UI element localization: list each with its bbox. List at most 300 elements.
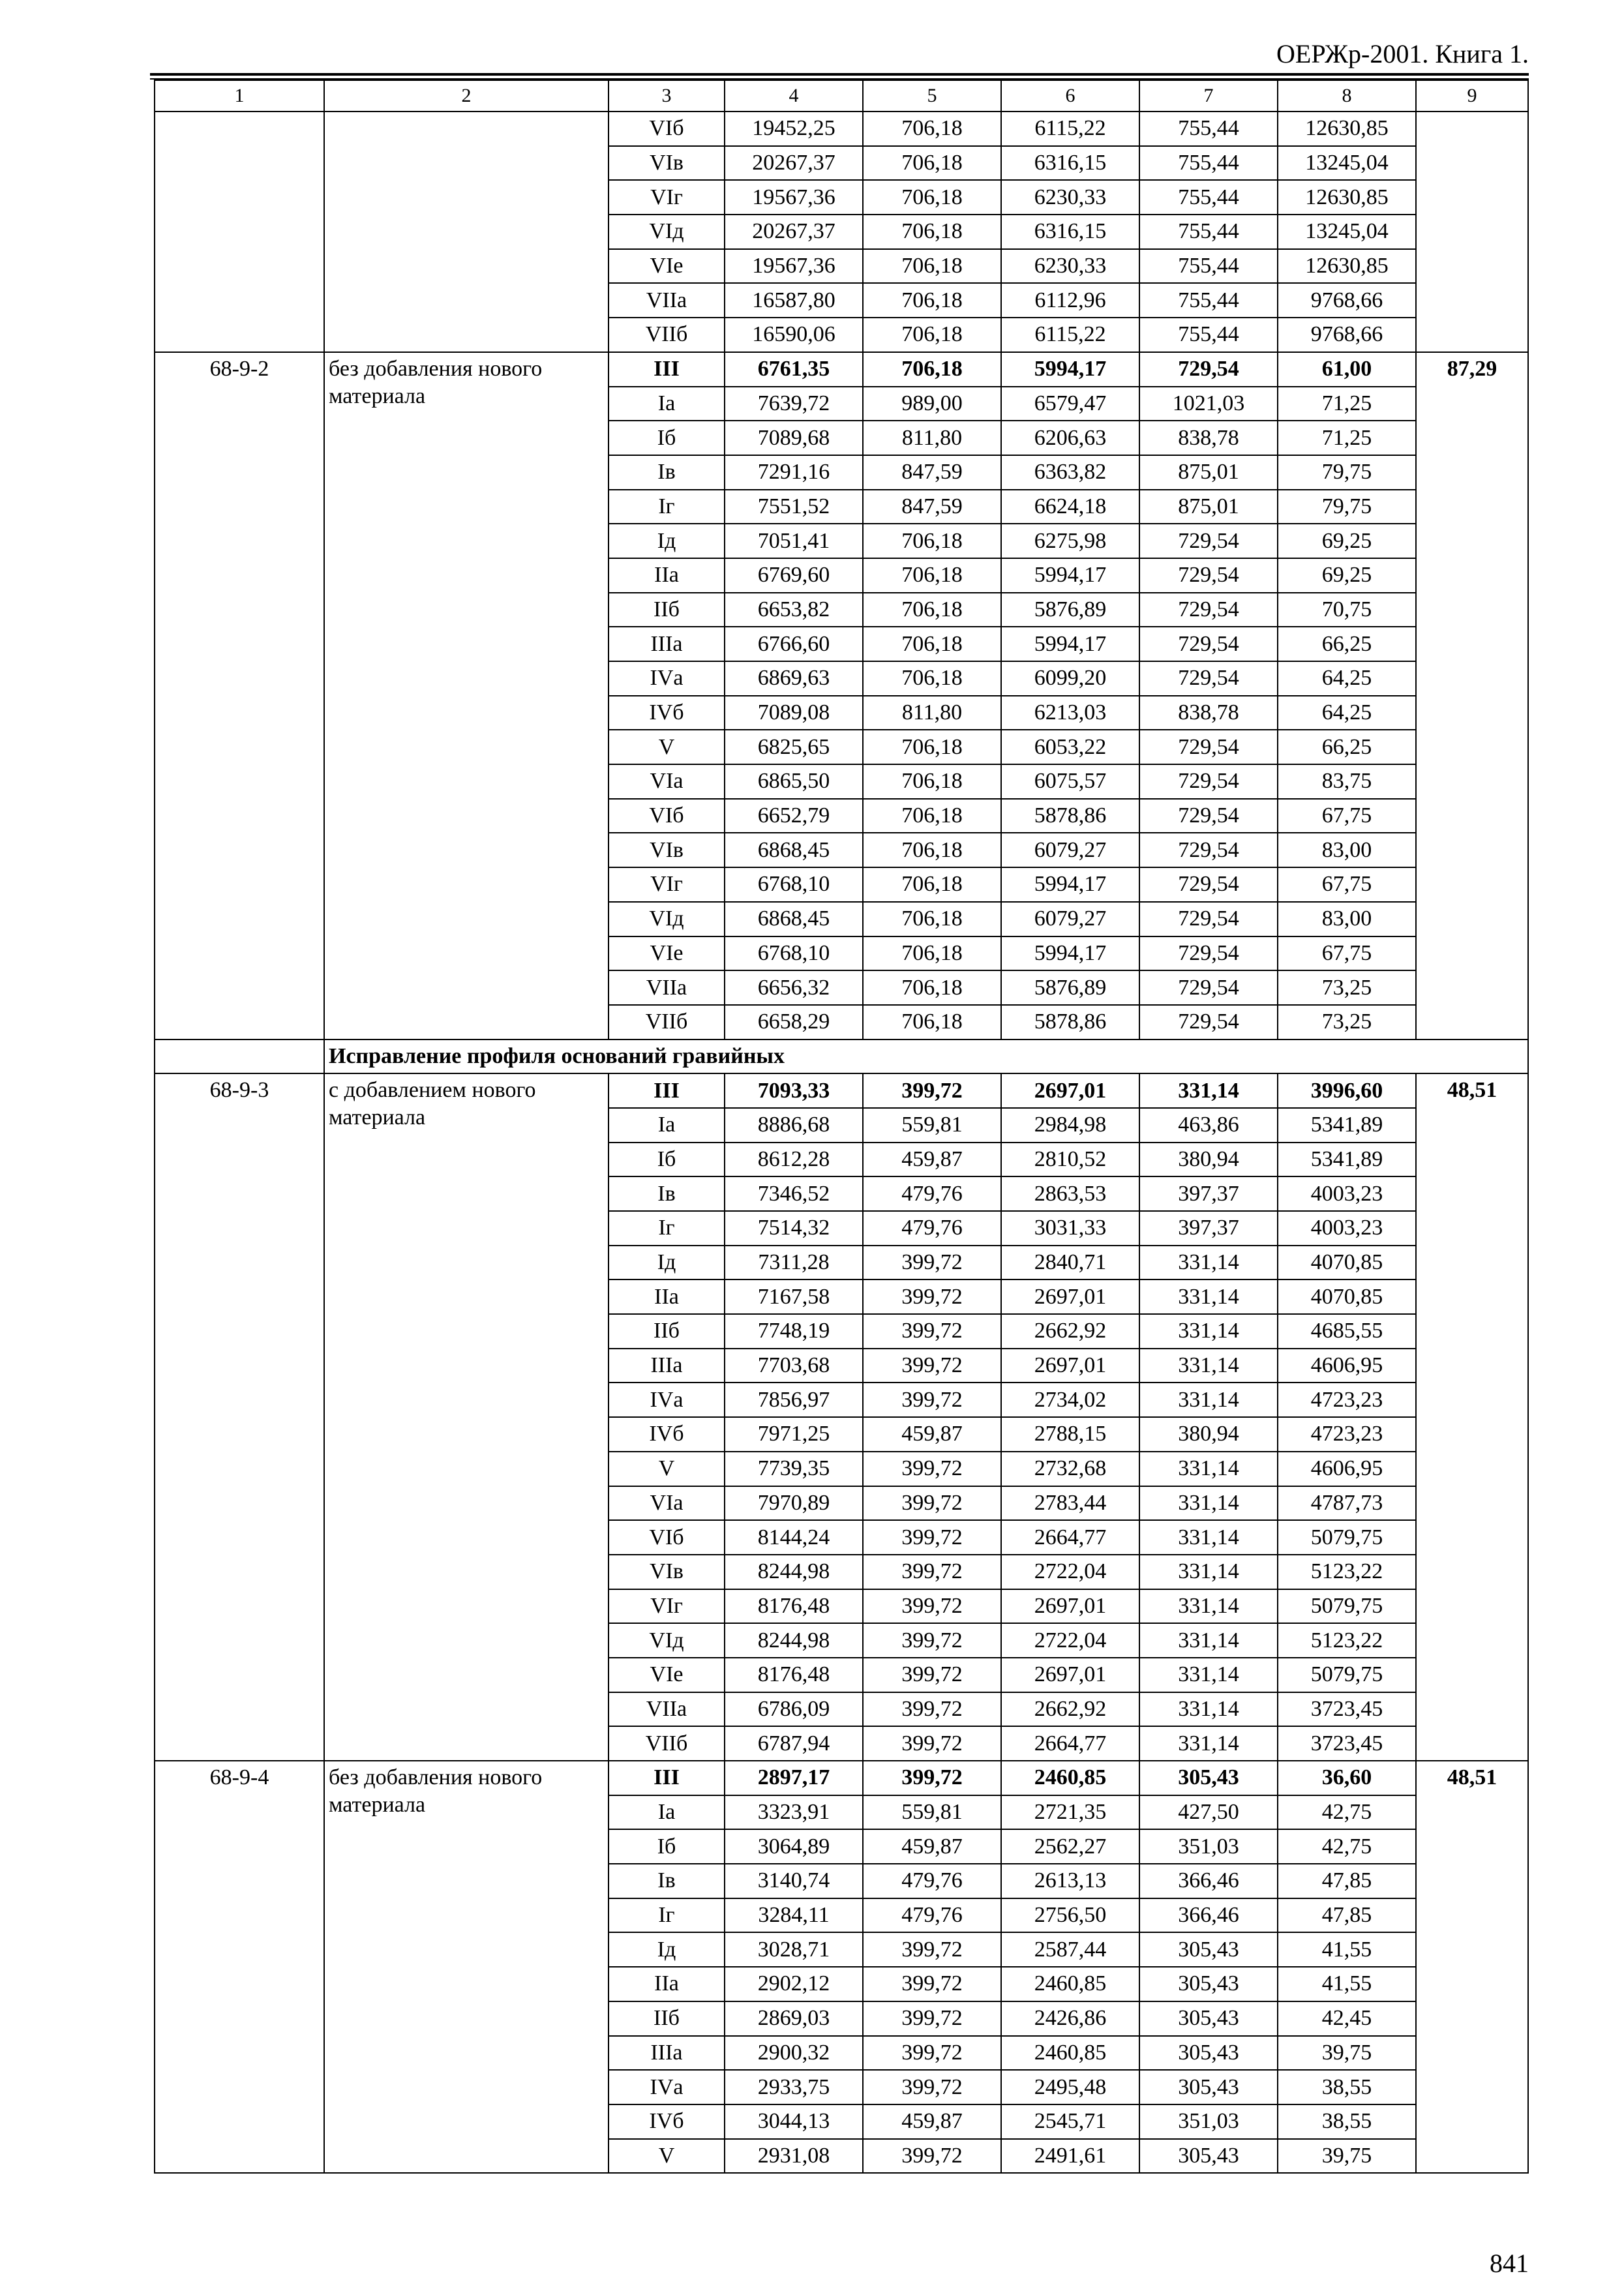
value-col7: 331,14 <box>1139 1314 1278 1349</box>
value-col7: 305,43 <box>1139 2001 1278 2036</box>
work-description <box>324 112 609 352</box>
value-col5: 479,76 <box>863 1864 1001 1898</box>
value-col6: 2460,85 <box>1001 1761 1139 1795</box>
value-col6: 2545,71 <box>1001 2104 1139 2139</box>
value-col7: 397,37 <box>1139 1176 1278 1211</box>
ground-category: Iб <box>609 1829 725 1864</box>
value-col8: 70,75 <box>1278 593 1416 627</box>
column-number: 5 <box>863 80 1001 112</box>
value-col8: 9768,66 <box>1278 283 1416 318</box>
value-col7: 331,14 <box>1139 1589 1278 1624</box>
value-col6: 6099,20 <box>1001 661 1139 696</box>
ground-category: III <box>609 1073 725 1108</box>
value-col8: 5123,22 <box>1278 1623 1416 1658</box>
ground-category: IVа <box>609 1383 725 1417</box>
value-col6: 2664,77 <box>1001 1520 1139 1555</box>
value-col5: 399,72 <box>863 1486 1001 1521</box>
column-number: 1 <box>155 80 324 112</box>
value-col4: 7639,72 <box>725 387 863 421</box>
ground-category: V <box>609 1452 725 1486</box>
value-col8: 69,25 <box>1278 558 1416 593</box>
section-heading: Исправление профиля оснований гравийных <box>324 1040 1528 1074</box>
ground-category: VIа <box>609 764 725 799</box>
value-col5: 706,18 <box>863 936 1001 971</box>
value-col7: 331,14 <box>1139 1383 1278 1417</box>
work-description: с добавлением нового материала <box>324 1073 609 1761</box>
value-col4: 6766,60 <box>725 627 863 661</box>
value-col8: 47,85 <box>1278 1898 1416 1933</box>
value-col7: 305,43 <box>1139 2070 1278 2104</box>
value-col7: 351,03 <box>1139 2104 1278 2139</box>
value-col4: 16590,06 <box>725 318 863 352</box>
value-col7: 755,44 <box>1139 249 1278 284</box>
value-col4: 8244,98 <box>725 1623 863 1658</box>
value-col4: 8612,28 <box>725 1143 863 1177</box>
value-col7: 875,01 <box>1139 455 1278 490</box>
value-col8: 64,25 <box>1278 661 1416 696</box>
value-col5: 399,72 <box>863 1589 1001 1624</box>
value-col5: 399,72 <box>863 1761 1001 1795</box>
value-col6: 2495,48 <box>1001 2070 1139 2104</box>
value-col8: 47,85 <box>1278 1864 1416 1898</box>
value-col8: 64,25 <box>1278 696 1416 730</box>
value-col6: 2662,92 <box>1001 1692 1139 1727</box>
section-heading-row <box>155 1040 1528 1074</box>
value-col8: 73,25 <box>1278 1005 1416 1040</box>
value-col5: 399,72 <box>863 1555 1001 1589</box>
column-number: 8 <box>1278 80 1416 112</box>
value-col8: 5079,75 <box>1278 1520 1416 1555</box>
value-col8: 79,75 <box>1278 490 1416 524</box>
table-code: 68-9-3 <box>155 1073 324 1761</box>
value-col5: 811,80 <box>863 421 1001 455</box>
value-col4: 7093,33 <box>725 1073 863 1108</box>
ground-category: VIIб <box>609 1726 725 1761</box>
value-col4: 6869,63 <box>725 661 863 696</box>
ground-category: VIе <box>609 936 725 971</box>
value-col5: 399,72 <box>863 1520 1001 1555</box>
value-col6: 2460,85 <box>1001 2036 1139 2071</box>
value-col8: 61,00 <box>1278 352 1416 387</box>
value-col4: 7089,08 <box>725 696 863 730</box>
ground-category: Iг <box>609 1898 725 1933</box>
value-col6: 6115,22 <box>1001 112 1139 146</box>
ground-category: IIб <box>609 1314 725 1349</box>
ground-category: IIа <box>609 558 725 593</box>
value-col7: 755,44 <box>1139 146 1278 181</box>
work-description: без добавления нового материала <box>324 352 609 1040</box>
ground-category: IVа <box>609 661 725 696</box>
value-col5: 706,18 <box>863 902 1001 936</box>
value-col7: 305,43 <box>1139 1761 1278 1795</box>
value-col6: 6316,15 <box>1001 146 1139 181</box>
value-col5: 399,72 <box>863 2001 1001 2036</box>
value-col5: 706,18 <box>863 318 1001 352</box>
value-col7: 1021,03 <box>1139 387 1278 421</box>
value-col6: 2810,52 <box>1001 1143 1139 1177</box>
value-col8: 73,25 <box>1278 970 1416 1005</box>
value-col6: 5876,89 <box>1001 593 1139 627</box>
value-col8: 4685,55 <box>1278 1314 1416 1349</box>
value-col5: 706,18 <box>863 524 1001 558</box>
value-col8: 4787,73 <box>1278 1486 1416 1521</box>
value-col7: 729,54 <box>1139 661 1278 696</box>
value-col6: 5994,17 <box>1001 867 1139 902</box>
value-col8: 4070,85 <box>1278 1279 1416 1314</box>
value-col7: 729,54 <box>1139 558 1278 593</box>
ground-category: VIг <box>609 1589 725 1624</box>
value-col7: 380,94 <box>1139 1417 1278 1452</box>
value-col5: 706,18 <box>863 180 1001 215</box>
value-col4: 7291,16 <box>725 455 863 490</box>
value-col8: 71,25 <box>1278 421 1416 455</box>
value-col5: 459,87 <box>863 2104 1001 2139</box>
value-col4: 3323,91 <box>725 1795 863 1830</box>
value-col8: 4003,23 <box>1278 1211 1416 1246</box>
ground-category: III <box>609 1761 725 1795</box>
ground-category: IVб <box>609 696 725 730</box>
value-col6: 2562,27 <box>1001 1829 1139 1864</box>
value-col6: 5994,17 <box>1001 627 1139 661</box>
value-col8: 4606,95 <box>1278 1452 1416 1486</box>
ground-category: VIIа <box>609 283 725 318</box>
value-col5: 706,18 <box>863 283 1001 318</box>
value-col5: 399,72 <box>863 1383 1001 1417</box>
ground-category: IIб <box>609 2001 725 2036</box>
ground-category: VIб <box>609 112 725 146</box>
value-col8: 42,75 <box>1278 1795 1416 1830</box>
ground-category: IIIа <box>609 1349 725 1383</box>
value-col4: 2900,32 <box>725 2036 863 2071</box>
value-col7: 366,46 <box>1139 1864 1278 1898</box>
ground-category: IVа <box>609 2070 725 2104</box>
value-col5: 989,00 <box>863 387 1001 421</box>
value-col8: 4003,23 <box>1278 1176 1416 1211</box>
value-col4: 20267,37 <box>725 215 863 249</box>
value-col6: 5878,86 <box>1001 799 1139 833</box>
value-col7: 380,94 <box>1139 1143 1278 1177</box>
value-col8: 41,55 <box>1278 1967 1416 2001</box>
table-row <box>155 1761 1528 1795</box>
ground-category: Iг <box>609 1211 725 1246</box>
value-col8: 5079,75 <box>1278 1589 1416 1624</box>
value-col6: 5994,17 <box>1001 558 1139 593</box>
value-col5: 706,18 <box>863 833 1001 867</box>
value-col5: 706,18 <box>863 215 1001 249</box>
value-col6: 2697,01 <box>1001 1658 1139 1692</box>
value-col7: 331,14 <box>1139 1623 1278 1658</box>
value-col7: 729,54 <box>1139 730 1278 764</box>
value-col6: 2460,85 <box>1001 1967 1139 2001</box>
value-col4: 7551,52 <box>725 490 863 524</box>
value-col4: 7970,89 <box>725 1486 863 1521</box>
value-col7: 875,01 <box>1139 490 1278 524</box>
value-col6: 5994,17 <box>1001 352 1139 387</box>
value-col6: 6579,47 <box>1001 387 1139 421</box>
value-col5: 706,18 <box>863 593 1001 627</box>
value-col8: 13245,04 <box>1278 146 1416 181</box>
value-col6: 2722,04 <box>1001 1555 1139 1589</box>
ground-category: VIб <box>609 799 725 833</box>
ground-category: VIб <box>609 1520 725 1555</box>
ground-category: Iд <box>609 1932 725 1967</box>
value-col8: 5341,89 <box>1278 1108 1416 1143</box>
value-col4: 6787,94 <box>725 1726 863 1761</box>
value-col6: 6075,57 <box>1001 764 1139 799</box>
value-col5: 706,18 <box>863 730 1001 764</box>
value-col8: 13245,04 <box>1278 215 1416 249</box>
value-col6: 2732,68 <box>1001 1452 1139 1486</box>
value-col6: 2697,01 <box>1001 1349 1139 1383</box>
value-col4: 6868,45 <box>725 833 863 867</box>
value-col6: 6053,22 <box>1001 730 1139 764</box>
value-col7: 305,43 <box>1139 1932 1278 1967</box>
value-col4: 7346,52 <box>725 1176 863 1211</box>
value-col4: 6761,35 <box>725 352 863 387</box>
value-col4: 3284,11 <box>725 1898 863 1933</box>
value-col7: 729,54 <box>1139 764 1278 799</box>
value-col5: 559,81 <box>863 1108 1001 1143</box>
value-col5: 847,59 <box>863 490 1001 524</box>
value-col7: 331,14 <box>1139 1726 1278 1761</box>
value-col4: 6653,82 <box>725 593 863 627</box>
value-col6: 2783,44 <box>1001 1486 1139 1521</box>
value-col8: 41,55 <box>1278 1932 1416 1967</box>
value-col6: 2788,15 <box>1001 1417 1139 1452</box>
value-col8: 4723,23 <box>1278 1417 1416 1452</box>
value-col8: 66,25 <box>1278 627 1416 661</box>
ground-category: IIа <box>609 1279 725 1314</box>
value-col5: 847,59 <box>863 455 1001 490</box>
value-col6: 2697,01 <box>1001 1279 1139 1314</box>
value-col4: 7167,58 <box>725 1279 863 1314</box>
ground-category: IIа <box>609 1967 725 2001</box>
value-col9: 87,29 <box>1416 352 1528 1040</box>
value-col4: 7514,32 <box>725 1211 863 1246</box>
value-col6: 6363,82 <box>1001 455 1139 490</box>
value-col6: 2587,44 <box>1001 1932 1139 1967</box>
value-col6: 2613,13 <box>1001 1864 1139 1898</box>
column-number-row <box>155 80 1528 112</box>
value-col6: 3031,33 <box>1001 1211 1139 1246</box>
value-col5: 399,72 <box>863 1314 1001 1349</box>
value-col4: 6656,32 <box>725 970 863 1005</box>
value-col8: 3996,60 <box>1278 1073 1416 1108</box>
value-col5: 706,18 <box>863 558 1001 593</box>
value-col6: 6115,22 <box>1001 318 1139 352</box>
value-col5: 706,18 <box>863 970 1001 1005</box>
value-col6: 6275,98 <box>1001 524 1139 558</box>
table-code <box>155 112 324 352</box>
value-col8: 71,25 <box>1278 387 1416 421</box>
value-col4: 6786,09 <box>725 1692 863 1727</box>
value-col5: 399,72 <box>863 2036 1001 2071</box>
ground-category: VIв <box>609 146 725 181</box>
ground-category: VIIа <box>609 970 725 1005</box>
value-col5: 399,72 <box>863 1967 1001 2001</box>
column-number: 6 <box>1001 80 1139 112</box>
value-col7: 331,14 <box>1139 1486 1278 1521</box>
value-col4: 8886,68 <box>725 1108 863 1143</box>
value-col7: 729,54 <box>1139 833 1278 867</box>
value-col5: 399,72 <box>863 1246 1001 1280</box>
value-col7: 729,54 <box>1139 627 1278 661</box>
value-col7: 305,43 <box>1139 1967 1278 2001</box>
ground-category: Iб <box>609 1143 725 1177</box>
value-col7: 331,14 <box>1139 1520 1278 1555</box>
value-col4: 7311,28 <box>725 1246 863 1280</box>
ground-category: VIд <box>609 1623 725 1658</box>
value-col4: 8176,48 <box>725 1658 863 1692</box>
value-col6: 2863,53 <box>1001 1176 1139 1211</box>
value-col4: 6658,29 <box>725 1005 863 1040</box>
value-col7: 331,14 <box>1139 1279 1278 1314</box>
ground-category: Iв <box>609 1864 725 1898</box>
value-col8: 36,60 <box>1278 1761 1416 1795</box>
header-rule-thick <box>150 73 1529 76</box>
value-col5: 399,72 <box>863 2070 1001 2104</box>
ground-category: VIв <box>609 1555 725 1589</box>
ground-category: V <box>609 730 725 764</box>
value-col7: 755,44 <box>1139 112 1278 146</box>
page-number: 841 <box>1490 2249 1529 2278</box>
value-col4: 2933,75 <box>725 2070 863 2104</box>
value-col6: 2721,35 <box>1001 1795 1139 1830</box>
value-col5: 479,76 <box>863 1898 1001 1933</box>
value-col8: 83,00 <box>1278 902 1416 936</box>
price-table <box>154 80 1529 2174</box>
value-col5: 811,80 <box>863 696 1001 730</box>
ground-category: VIIа <box>609 1692 725 1727</box>
value-col7: 305,43 <box>1139 2139 1278 2174</box>
value-col5: 479,76 <box>863 1211 1001 1246</box>
ground-category: VIв <box>609 833 725 867</box>
value-col4: 7051,41 <box>725 524 863 558</box>
value-col8: 83,75 <box>1278 764 1416 799</box>
value-col5: 706,18 <box>863 352 1001 387</box>
value-col7: 427,50 <box>1139 1795 1278 1830</box>
value-col5: 706,18 <box>863 249 1001 284</box>
value-col8: 3723,45 <box>1278 1726 1416 1761</box>
value-col8: 3723,45 <box>1278 1692 1416 1727</box>
value-col5: 399,72 <box>863 1349 1001 1383</box>
value-col6: 2491,61 <box>1001 2139 1139 2174</box>
ground-category: Iа <box>609 1795 725 1830</box>
value-col6: 6112,96 <box>1001 283 1139 318</box>
ground-category: VIе <box>609 1658 725 1692</box>
value-col8: 42,75 <box>1278 1829 1416 1864</box>
column-number: 9 <box>1416 80 1528 112</box>
value-col6: 6316,15 <box>1001 215 1139 249</box>
value-col7: 838,78 <box>1139 696 1278 730</box>
value-col9: 48,51 <box>1416 1073 1528 1761</box>
value-col6: 5994,17 <box>1001 936 1139 971</box>
value-col4: 8176,48 <box>725 1589 863 1624</box>
value-col4: 6865,50 <box>725 764 863 799</box>
ground-category: IIIа <box>609 2036 725 2071</box>
value-col6: 2840,71 <box>1001 1246 1139 1280</box>
value-col4: 2869,03 <box>725 2001 863 2036</box>
value-col5: 399,72 <box>863 1658 1001 1692</box>
table-row <box>155 112 1528 146</box>
value-col6: 6230,33 <box>1001 180 1139 215</box>
value-col5: 706,18 <box>863 112 1001 146</box>
value-col8: 69,25 <box>1278 524 1416 558</box>
value-col5: 706,18 <box>863 661 1001 696</box>
value-col7: 331,14 <box>1139 1073 1278 1108</box>
value-col5: 399,72 <box>863 1279 1001 1314</box>
value-col8: 12630,85 <box>1278 249 1416 284</box>
value-col5: 479,76 <box>863 1176 1001 1211</box>
value-col4: 8144,24 <box>725 1520 863 1555</box>
ground-category: Iв <box>609 1176 725 1211</box>
table-row <box>155 1073 1528 1108</box>
value-col9 <box>1416 112 1528 352</box>
value-col6: 2697,01 <box>1001 1589 1139 1624</box>
value-col7: 755,44 <box>1139 283 1278 318</box>
ground-category: Iд <box>609 1246 725 1280</box>
value-col6: 6079,27 <box>1001 833 1139 867</box>
table-code: 68-9-2 <box>155 352 324 1040</box>
value-col8: 67,75 <box>1278 936 1416 971</box>
value-col7: 331,14 <box>1139 1692 1278 1727</box>
value-col7: 331,14 <box>1139 1555 1278 1589</box>
value-col4: 3044,13 <box>725 2104 863 2139</box>
value-col8: 67,75 <box>1278 799 1416 833</box>
value-col4: 2931,08 <box>725 2139 863 2174</box>
value-col5: 399,72 <box>863 1623 1001 1658</box>
value-col5: 399,72 <box>863 2139 1001 2174</box>
value-col5: 459,87 <box>863 1829 1001 1864</box>
column-number: 7 <box>1139 80 1278 112</box>
value-col7: 755,44 <box>1139 318 1278 352</box>
value-col4: 3028,71 <box>725 1932 863 1967</box>
value-col4: 2902,12 <box>725 1967 863 2001</box>
value-col4: 19452,25 <box>725 112 863 146</box>
ground-category: Iа <box>609 1108 725 1143</box>
value-col7: 729,54 <box>1139 524 1278 558</box>
value-col8: 5079,75 <box>1278 1658 1416 1692</box>
value-col5: 399,72 <box>863 1726 1001 1761</box>
ground-category: VIIб <box>609 318 725 352</box>
value-col8: 42,45 <box>1278 2001 1416 2036</box>
value-col8: 4070,85 <box>1278 1246 1416 1280</box>
value-col4: 8244,98 <box>725 1555 863 1589</box>
value-col7: 729,54 <box>1139 352 1278 387</box>
value-col6: 6230,33 <box>1001 249 1139 284</box>
value-col6: 2664,77 <box>1001 1726 1139 1761</box>
value-col5: 459,87 <box>863 1417 1001 1452</box>
value-col4: 7739,35 <box>725 1452 863 1486</box>
ground-category: V <box>609 2139 725 2174</box>
value-col6: 6079,27 <box>1001 902 1139 936</box>
section-heading-blank <box>155 1040 324 1074</box>
value-col7: 755,44 <box>1139 215 1278 249</box>
value-col8: 67,75 <box>1278 867 1416 902</box>
ground-category: IVб <box>609 2104 725 2139</box>
value-col7: 331,14 <box>1139 1658 1278 1692</box>
value-col6: 6624,18 <box>1001 490 1139 524</box>
value-col8: 4723,23 <box>1278 1383 1416 1417</box>
value-col5: 706,18 <box>863 1005 1001 1040</box>
ground-category: IIIа <box>609 627 725 661</box>
value-col7: 305,43 <box>1139 2036 1278 2071</box>
value-col7: 331,14 <box>1139 1452 1278 1486</box>
value-col6: 6206,63 <box>1001 421 1139 455</box>
value-col4: 16587,80 <box>725 283 863 318</box>
value-col6: 2984,98 <box>1001 1108 1139 1143</box>
value-col7: 366,46 <box>1139 1898 1278 1933</box>
